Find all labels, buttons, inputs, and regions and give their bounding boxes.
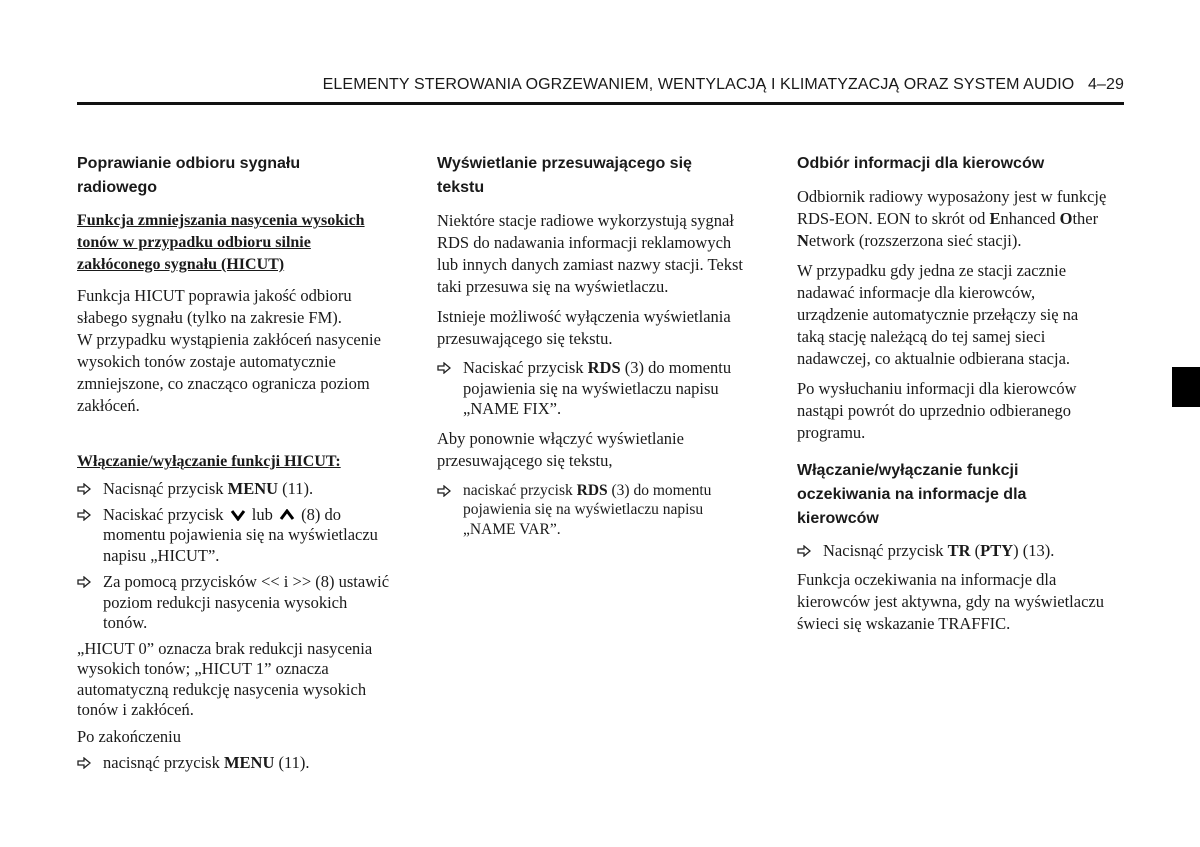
text-line: programu. xyxy=(797,423,866,442)
acronym-letter: N xyxy=(797,231,809,250)
bullet-text: pojawienia się na wyświetlaczu napisu xyxy=(463,501,704,518)
heading-line: tonów w przypadku odbioru silnie xyxy=(77,234,311,251)
paragraph: Po zakończeniu xyxy=(77,726,182,746)
text-line: zmniejszone, co znacząco ogranicza poziom xyxy=(77,374,370,393)
text-line: świeci się wskazanie TRAFFIC. xyxy=(797,613,1011,633)
header-rule xyxy=(77,102,1124,105)
text-line: wysokich tonów zostaje automatycznie xyxy=(77,352,336,371)
text-line: lub innych danych zamiast nazwy stacji. Tekst xyxy=(437,255,743,274)
text-span: etwork (rozszerzona sieć stacji). xyxy=(808,231,1022,250)
column-1 xyxy=(77,152,407,773)
paragraph xyxy=(437,306,767,350)
section-heading xyxy=(437,152,767,200)
text-line: przesuwającego się tekstu. xyxy=(437,329,613,348)
button-name: MENU xyxy=(227,479,279,498)
text-line xyxy=(797,208,1132,230)
text-span: nhanced xyxy=(1000,209,1060,228)
bullet-text: naciskać przycisk xyxy=(463,481,577,499)
running-header xyxy=(0,76,1124,94)
text-line: tonów i zakłóceń. xyxy=(77,700,194,719)
subsection-heading-hicut: Włączanie/wyłączanie funkcji HICUT: xyxy=(77,453,341,470)
bullet-item xyxy=(77,479,407,500)
button-name: TR xyxy=(947,541,971,560)
button-name: RDS xyxy=(576,481,608,499)
text-line: RDS do nadawania informacji reklamowych xyxy=(437,233,732,252)
text-line: taki przesuwa się na wyświetlaczu. xyxy=(437,277,669,296)
section-heading xyxy=(77,152,407,200)
text-line xyxy=(797,230,1132,252)
text-line: Po wysłuchaniu informacji dla kierowców xyxy=(797,379,1077,398)
text-line: nadawczej, co aktualnie odbierana stacja. xyxy=(797,349,1071,368)
bullet-text: (3) do momentu xyxy=(607,481,712,499)
chevron-up-icon xyxy=(279,509,295,521)
bullet-item xyxy=(77,505,407,567)
bullet-text: ( xyxy=(970,541,981,560)
arrow-right-icon xyxy=(77,509,91,521)
text-line: automatyczną redukcję nasycenia wysokich xyxy=(77,679,367,699)
text-span: ther xyxy=(1072,209,1099,228)
heading-line: Poprawianie odbioru sygnału xyxy=(77,155,301,172)
bullet-item xyxy=(437,358,767,420)
section-heading: Odbiór informacji dla kierowców xyxy=(797,155,1045,172)
bullet-text: „NAME FIX”. xyxy=(463,399,562,418)
text-span: RDS-EON. EON to skrót od xyxy=(797,209,990,228)
acronym-letter: O xyxy=(1059,209,1073,228)
heading-line: kierowców xyxy=(797,510,879,527)
arrow-right-icon xyxy=(77,757,91,769)
paragraph xyxy=(77,285,407,417)
acronym-letter: E xyxy=(989,209,1001,228)
text-line: nadawać informacje dla kierowców, xyxy=(797,283,1036,302)
bullet-item xyxy=(77,572,407,634)
paragraph xyxy=(797,378,1132,444)
bullet-text: napisu „HICUT”. xyxy=(103,545,220,565)
text-line: wysokich tonów; „HICUT 1” oznacza xyxy=(77,659,329,678)
text-line: Odbiornik radiowy wyposażony jest w funkcję xyxy=(797,187,1107,206)
bullet-text: Naciskać przycisk xyxy=(103,504,228,524)
text-line: Funkcja HICUT poprawia jakość odbioru xyxy=(77,286,352,305)
bullet-text: Naciskać przycisk xyxy=(463,358,588,377)
chapter-tab-marker xyxy=(1172,367,1200,407)
text-line: kierowców jest aktywna, gdy na wyświetlaczu xyxy=(797,591,1104,611)
text-line: Niektóre stacje radiowe wykorzystują sygnał xyxy=(437,211,734,230)
paragraph xyxy=(797,260,1132,370)
button-name: PTY xyxy=(980,541,1014,560)
chevron-down-icon xyxy=(230,509,246,521)
bullet-item xyxy=(797,541,1132,562)
column-3 xyxy=(797,152,1132,635)
text-line: zakłóceń. xyxy=(77,396,140,415)
bullet-text: momentu pojawienia się na wyświetlaczu xyxy=(103,525,378,544)
button-name: RDS xyxy=(587,358,621,377)
paragraph xyxy=(437,428,767,472)
subsection-heading xyxy=(77,210,407,276)
bullet-text: (3) do momentu xyxy=(620,358,732,377)
bullet-text: nacisnąć przycisk xyxy=(103,752,224,772)
header-title: ELEMENTY STEROWANIA OGRZEWANIEM, WENTYLACJĄ I KLIMATYZACJĄ ORAZ SYSTEM AUDIO xyxy=(322,76,1075,93)
heading-line: Włączanie/wyłączanie funkcji xyxy=(797,462,1019,479)
bullet-text: Nacisnąć przycisk xyxy=(103,479,228,498)
column-2 xyxy=(437,152,767,539)
bullet-text: lub xyxy=(247,504,277,524)
arrow-right-icon xyxy=(797,545,811,557)
paragraph xyxy=(797,186,1132,252)
heading-line: oczekiwania na informacje dla xyxy=(797,486,1027,503)
bullet-text: poziom redukcji nasycenia wysokich xyxy=(103,592,348,612)
text-line: Istnieje możliwość wyłączenia wyświetlania xyxy=(437,307,731,326)
bullet-text: pojawienia się na wyświetlaczu napisu xyxy=(463,378,719,398)
paragraph xyxy=(797,569,1132,635)
bullet-item xyxy=(437,481,767,540)
arrow-right-icon xyxy=(437,485,451,497)
bullet-text: (11). xyxy=(278,479,314,498)
text-line: „HICUT 0” oznacza brak redukcji nasycenia xyxy=(77,638,373,658)
paragraph xyxy=(77,639,407,721)
arrow-right-icon xyxy=(77,576,91,588)
page-number: 4–29 xyxy=(1088,76,1124,93)
text-line: W przypadku gdy jedna ze stacji zacznie xyxy=(797,261,1067,280)
heading-line: zakłóconego sygnału (HICUT) xyxy=(77,256,285,273)
heading-line: Wyświetlanie przesuwającego się xyxy=(437,155,692,172)
bullet-text: ) (13). xyxy=(1013,541,1055,560)
bullet-text: „NAME VAR”. xyxy=(463,520,561,538)
section-heading xyxy=(797,459,1132,531)
arrow-right-icon xyxy=(77,483,91,495)
bullet-text: tonów. xyxy=(103,613,148,632)
heading-line: radiowego xyxy=(77,179,158,196)
bullet-text: Za pomocą przycisków << i >> (8) ustawić xyxy=(103,572,390,591)
text-line: przesuwającego się tekstu, xyxy=(437,450,613,470)
bullet-item xyxy=(77,753,407,774)
arrow-right-icon xyxy=(437,362,451,374)
paragraph xyxy=(437,210,767,298)
heading-line: Funkcja zmniejszania nasycenia wysokich xyxy=(77,212,365,229)
text-line: urządzenie automatycznie przełączy się na xyxy=(797,305,1079,324)
text-line: nastąpi powrót do uprzednio odbieranego xyxy=(797,401,1072,420)
button-name: MENU xyxy=(223,752,275,772)
text-line: taką stację należącą do tej samej sieci xyxy=(797,327,1046,346)
text-line: Aby ponownie włączyć wyświetlanie xyxy=(437,428,684,448)
text-line: Funkcja oczekiwania na informacje dla xyxy=(797,569,1057,589)
bullet-text: Nacisnąć przycisk xyxy=(823,541,948,560)
bullet-text: (11). xyxy=(274,752,310,772)
bullet-text: (8) do xyxy=(296,504,341,524)
heading-line: tekstu xyxy=(437,179,485,196)
text-line: W przypadku wystąpienia zakłóceń nasycenie xyxy=(77,330,381,349)
text-line: słabego sygnału (tylko na zakresie FM). xyxy=(77,308,342,327)
